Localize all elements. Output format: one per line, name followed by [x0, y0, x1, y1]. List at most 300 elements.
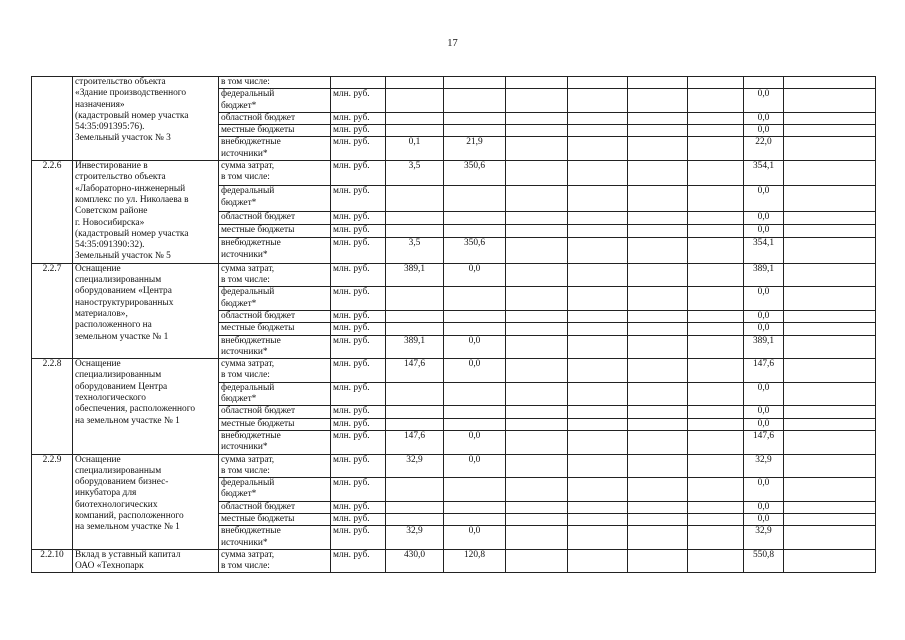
text-line: федеральный [221, 186, 275, 197]
empty-cell [688, 478, 744, 502]
empty-cell [784, 359, 876, 383]
empty-cell [568, 310, 628, 322]
empty-cell [688, 161, 744, 186]
value-cell: 350,6 [444, 238, 506, 263]
value-cell [386, 89, 444, 113]
text-line: земельном участке № 1 [75, 331, 169, 342]
value-cell [444, 211, 506, 224]
total-cell: 0,0 [744, 225, 784, 238]
page-number: 17 [447, 38, 458, 49]
unit-cell: млн. руб. [331, 406, 386, 418]
empty-cell [688, 359, 744, 383]
value-cell: 3,5 [386, 238, 444, 263]
funding-source [219, 406, 331, 418]
text-line: наноструктурированных [75, 297, 174, 308]
unit-cell: млн. руб. [331, 310, 386, 322]
empty-cell [784, 549, 876, 573]
total-cell: 0,0 [744, 323, 784, 335]
empty-cell [506, 238, 568, 263]
empty-cell [688, 287, 744, 311]
empty-cell [506, 225, 568, 238]
empty-cell [628, 382, 688, 406]
text-line: федеральный [221, 382, 275, 393]
text-line: комплекс по ул. Николаева в [75, 194, 189, 205]
text-line: г. Новосибирска» [75, 217, 145, 228]
value-cell [444, 323, 506, 335]
text-line: Оснащение [75, 454, 121, 465]
text-line: оборудованием Центра [75, 381, 168, 392]
empty-cell [628, 287, 688, 311]
text-line: «Лабораторно-инженерный [75, 183, 186, 194]
value-cell [386, 323, 444, 335]
empty-cell [568, 513, 628, 525]
text-line: специализированным [75, 370, 162, 381]
empty-cell [628, 77, 688, 89]
empty-cell [568, 263, 628, 287]
empty-cell [628, 549, 688, 573]
empty-cell [784, 225, 876, 238]
funding-source [219, 211, 331, 224]
text-line: назначения» [75, 99, 125, 110]
empty-cell [628, 186, 688, 211]
empty-cell [506, 382, 568, 406]
empty-cell [628, 335, 688, 359]
value-cell: 0,0 [444, 454, 506, 478]
empty-cell [688, 501, 744, 513]
table-row [32, 549, 876, 573]
text-line: Оснащение [75, 359, 121, 370]
empty-cell [506, 263, 568, 287]
text-line: строительство объекта [75, 172, 166, 183]
empty-cell [784, 125, 876, 137]
empty-cell [568, 112, 628, 124]
empty-cell [568, 186, 628, 211]
empty-cell [568, 549, 628, 573]
funding-source [219, 526, 331, 550]
total-cell: 0,0 [744, 112, 784, 124]
empty-cell [688, 238, 744, 263]
total-cell: 32,9 [744, 454, 784, 478]
empty-cell [784, 263, 876, 287]
value-cell [386, 418, 444, 430]
table-row [32, 454, 876, 478]
project-description [73, 77, 219, 161]
text-line: областной бюджет [221, 211, 296, 222]
total-cell: 354,1 [744, 238, 784, 263]
value-cell [444, 287, 506, 311]
unit-cell: млн. руб. [331, 526, 386, 550]
empty-cell [628, 478, 688, 502]
empty-cell [506, 137, 568, 161]
empty-cell [506, 335, 568, 359]
text-line: федеральный [221, 287, 275, 298]
empty-cell [568, 359, 628, 383]
unit-cell: млн. руб. [331, 186, 386, 211]
text-line: местные бюджеты [221, 225, 295, 236]
empty-cell [688, 125, 744, 137]
total-cell: 0,0 [744, 125, 784, 137]
text-line: компаний, расположенного [75, 510, 184, 521]
text-line: источники* [221, 148, 268, 159]
value-cell [444, 125, 506, 137]
empty-cell [506, 478, 568, 502]
table-row [32, 263, 876, 287]
empty-cell [568, 406, 628, 418]
empty-cell [506, 161, 568, 186]
empty-cell [568, 137, 628, 161]
text-line: местные бюджеты [221, 418, 295, 429]
text-line: бюджет* [221, 394, 257, 405]
text-line: областной бюджет [221, 112, 296, 123]
project-description [73, 549, 219, 573]
value-cell [386, 125, 444, 137]
text-line: внебюджетные [221, 137, 281, 148]
text-line: источники* [221, 537, 268, 548]
funding-source [219, 513, 331, 525]
text-line: источники* [221, 442, 268, 453]
value-cell [444, 406, 506, 418]
text-line: 54:35:091395:76). [75, 122, 145, 133]
empty-cell [506, 125, 568, 137]
text-line: местные бюджеты [221, 513, 295, 524]
funding-source [219, 323, 331, 335]
empty-cell [784, 161, 876, 186]
empty-cell [628, 430, 688, 454]
empty-cell [688, 211, 744, 224]
total-cell: 0,0 [744, 186, 784, 211]
empty-cell [784, 430, 876, 454]
funding-source [219, 310, 331, 322]
empty-cell [506, 501, 568, 513]
item-number: 2.2.7 [32, 263, 73, 358]
table-row [32, 77, 876, 89]
empty-cell [784, 186, 876, 211]
value-cell [444, 225, 506, 238]
empty-cell [688, 112, 744, 124]
funding-source [219, 359, 331, 383]
total-cell: 0,0 [744, 287, 784, 311]
funding-source [219, 418, 331, 430]
empty-cell [628, 238, 688, 263]
empty-cell [628, 161, 688, 186]
value-cell: 21,9 [444, 137, 506, 161]
value-cell [444, 77, 506, 89]
value-cell [386, 382, 444, 406]
text-line: федеральный [221, 478, 275, 489]
text-line: сумма затрат, [221, 263, 275, 274]
empty-cell [688, 454, 744, 478]
text-line: Земельный участок № 5 [75, 251, 171, 262]
text-line: 54:35:091390:32). [75, 240, 145, 251]
unit-cell: млн. руб. [331, 478, 386, 502]
text-line: в том числе: [221, 561, 270, 572]
empty-cell [628, 323, 688, 335]
funding-source [219, 89, 331, 113]
item-number: 2.2.8 [32, 359, 73, 454]
total-cell: 147,6 [744, 430, 784, 454]
project-description [73, 359, 219, 454]
unit-cell: млн. руб. [331, 125, 386, 137]
empty-cell [688, 335, 744, 359]
item-number [32, 77, 73, 161]
value-cell: 3,5 [386, 161, 444, 186]
empty-cell [506, 89, 568, 113]
funding-source [219, 287, 331, 311]
empty-cell [688, 77, 744, 89]
unit-cell: млн. руб. [331, 513, 386, 525]
empty-cell [784, 418, 876, 430]
value-cell [444, 513, 506, 525]
value-cell: 389,1 [386, 263, 444, 287]
unit-cell: млн. руб. [331, 225, 386, 238]
empty-cell [506, 406, 568, 418]
total-cell: 0,0 [744, 478, 784, 502]
empty-cell [568, 478, 628, 502]
empty-cell [628, 211, 688, 224]
empty-cell [506, 513, 568, 525]
text-line: сумма затрат, [221, 359, 275, 370]
value-cell: 0,1 [386, 137, 444, 161]
value-cell: 350,6 [444, 161, 506, 186]
total-cell: 0,0 [744, 89, 784, 113]
funding-source [219, 501, 331, 513]
budget-table [31, 76, 876, 573]
total-cell: 32,9 [744, 526, 784, 550]
empty-cell [568, 382, 628, 406]
text-line: Советском районе [75, 206, 148, 217]
empty-cell [506, 310, 568, 322]
empty-cell [688, 418, 744, 430]
empty-cell [628, 513, 688, 525]
unit-cell: млн. руб. [331, 89, 386, 113]
table-row [32, 359, 876, 383]
empty-cell [688, 513, 744, 525]
empty-cell [568, 125, 628, 137]
item-number: 2.2.6 [32, 161, 73, 264]
empty-cell [688, 263, 744, 287]
value-cell [386, 186, 444, 211]
unit-cell: млн. руб. [331, 211, 386, 224]
value-cell: 147,6 [386, 430, 444, 454]
funding-source [219, 186, 331, 211]
total-cell: 389,1 [744, 263, 784, 287]
text-line: федеральный [221, 89, 275, 100]
empty-cell [628, 406, 688, 418]
value-cell [386, 478, 444, 502]
empty-cell [688, 406, 744, 418]
empty-cell [688, 526, 744, 550]
empty-cell [628, 501, 688, 513]
item-number: 2.2.10 [32, 549, 73, 573]
funding-source [219, 225, 331, 238]
unit-cell: млн. руб. [331, 161, 386, 186]
text-line: биотехнологических [75, 499, 158, 510]
value-cell [444, 418, 506, 430]
text-line: специализированным [75, 465, 162, 476]
empty-cell [506, 359, 568, 383]
funding-source [219, 125, 331, 137]
empty-cell [688, 549, 744, 573]
empty-cell [688, 323, 744, 335]
text-line: сумма затрат, [221, 549, 275, 560]
empty-cell [784, 310, 876, 322]
text-line: оборудованием «Центра [75, 286, 172, 297]
funding-source [219, 549, 331, 573]
text-line: внебюджетные [221, 430, 281, 441]
empty-cell [784, 478, 876, 502]
funding-source [219, 161, 331, 186]
empty-cell [628, 418, 688, 430]
text-line: Инвестирование в [75, 161, 148, 172]
empty-cell [628, 125, 688, 137]
unit-cell [331, 77, 386, 89]
empty-cell [628, 263, 688, 287]
empty-cell [506, 287, 568, 311]
value-cell [386, 513, 444, 525]
empty-cell [784, 137, 876, 161]
empty-cell [568, 501, 628, 513]
text-line: бюджет* [221, 489, 257, 500]
funding-source [219, 137, 331, 161]
empty-cell [628, 137, 688, 161]
text-line: ОАО «Технопарк [75, 561, 144, 572]
text-line: «Здание производственного [75, 88, 187, 99]
text-line: специализированным [75, 275, 162, 286]
empty-cell [784, 501, 876, 513]
unit-cell: млн. руб. [331, 137, 386, 161]
empty-cell [784, 513, 876, 525]
empty-cell [784, 77, 876, 89]
text-line: Вклад в уставный капитал [75, 549, 181, 560]
empty-cell [628, 359, 688, 383]
value-cell [386, 211, 444, 224]
empty-cell [506, 454, 568, 478]
value-cell: 120,8 [444, 549, 506, 573]
unit-cell: млн. руб. [331, 335, 386, 359]
empty-cell [688, 89, 744, 113]
empty-cell [784, 335, 876, 359]
funding-source [219, 382, 331, 406]
empty-cell [506, 77, 568, 89]
total-cell: 0,0 [744, 382, 784, 406]
unit-cell: млн. руб. [331, 263, 386, 287]
text-line: внебюджетные [221, 238, 281, 249]
total-cell: 22,0 [744, 137, 784, 161]
empty-cell [688, 186, 744, 211]
empty-cell [628, 112, 688, 124]
empty-cell [628, 526, 688, 550]
value-cell [444, 310, 506, 322]
unit-cell: млн. руб. [331, 287, 386, 311]
value-cell [386, 501, 444, 513]
empty-cell [784, 211, 876, 224]
empty-cell [784, 238, 876, 263]
text-line: внебюджетные [221, 335, 281, 346]
empty-cell [506, 430, 568, 454]
text-line: в том числе: [221, 172, 270, 183]
total-cell: 389,1 [744, 335, 784, 359]
empty-cell [568, 161, 628, 186]
empty-cell [784, 454, 876, 478]
empty-cell [628, 225, 688, 238]
value-cell: 430,0 [386, 549, 444, 573]
total-cell: 0,0 [744, 310, 784, 322]
text-line: бюджет* [221, 298, 257, 309]
text-line: на земельном участке № 1 [75, 522, 180, 533]
unit-cell: млн. руб. [331, 418, 386, 430]
empty-cell [506, 186, 568, 211]
empty-cell [784, 406, 876, 418]
funding-source [219, 335, 331, 359]
empty-cell [568, 225, 628, 238]
text-line: источники* [221, 249, 268, 260]
empty-cell [784, 112, 876, 124]
value-cell: 32,9 [386, 526, 444, 550]
empty-cell [784, 323, 876, 335]
value-cell [444, 89, 506, 113]
text-line: (кадастровый номер участка [75, 110, 189, 121]
text-line: Оснащение [75, 263, 121, 274]
unit-cell: млн. руб. [331, 359, 386, 383]
empty-cell [568, 526, 628, 550]
project-description [73, 161, 219, 264]
text-line: материалов», [75, 308, 128, 319]
value-cell [386, 112, 444, 124]
text-line: сумма затрат, [221, 161, 275, 172]
text-line: бюджет* [221, 100, 257, 111]
item-number: 2.2.9 [32, 454, 73, 549]
empty-cell [688, 225, 744, 238]
value-cell: 32,9 [386, 454, 444, 478]
funding-source [219, 478, 331, 502]
value-cell [444, 112, 506, 124]
text-line: Земельный участок № 3 [75, 133, 171, 144]
empty-cell [506, 418, 568, 430]
text-line: оборудованием бизнес- [75, 477, 169, 488]
unit-cell: млн. руб. [331, 323, 386, 335]
text-line: областной бюджет [221, 310, 296, 321]
empty-cell [628, 310, 688, 322]
empty-cell [568, 454, 628, 478]
text-line: (кадастровый номер участка [75, 228, 189, 239]
empty-cell [628, 454, 688, 478]
empty-cell [568, 211, 628, 224]
text-line: внебюджетные [221, 526, 281, 537]
value-cell [386, 310, 444, 322]
text-line: местные бюджеты [221, 125, 295, 136]
total-cell: 0,0 [744, 211, 784, 224]
empty-cell [506, 323, 568, 335]
value-cell [444, 501, 506, 513]
text-line: инкубатора для [75, 488, 137, 499]
empty-cell [506, 112, 568, 124]
text-line: областной бюджет [221, 406, 296, 417]
text-line: расположенного на [75, 320, 152, 331]
text-line: на земельном участке № 1 [75, 415, 180, 426]
funding-source [219, 454, 331, 478]
unit-cell: млн. руб. [331, 549, 386, 573]
value-cell [444, 478, 506, 502]
project-description [73, 454, 219, 549]
value-cell: 0,0 [444, 359, 506, 383]
text-line: строительство объекта [75, 77, 166, 87]
value-cell [386, 225, 444, 238]
empty-cell [506, 211, 568, 224]
value-cell [386, 287, 444, 311]
empty-cell [688, 382, 744, 406]
text-line: сумма затрат, [221, 454, 275, 465]
empty-cell [506, 549, 568, 573]
